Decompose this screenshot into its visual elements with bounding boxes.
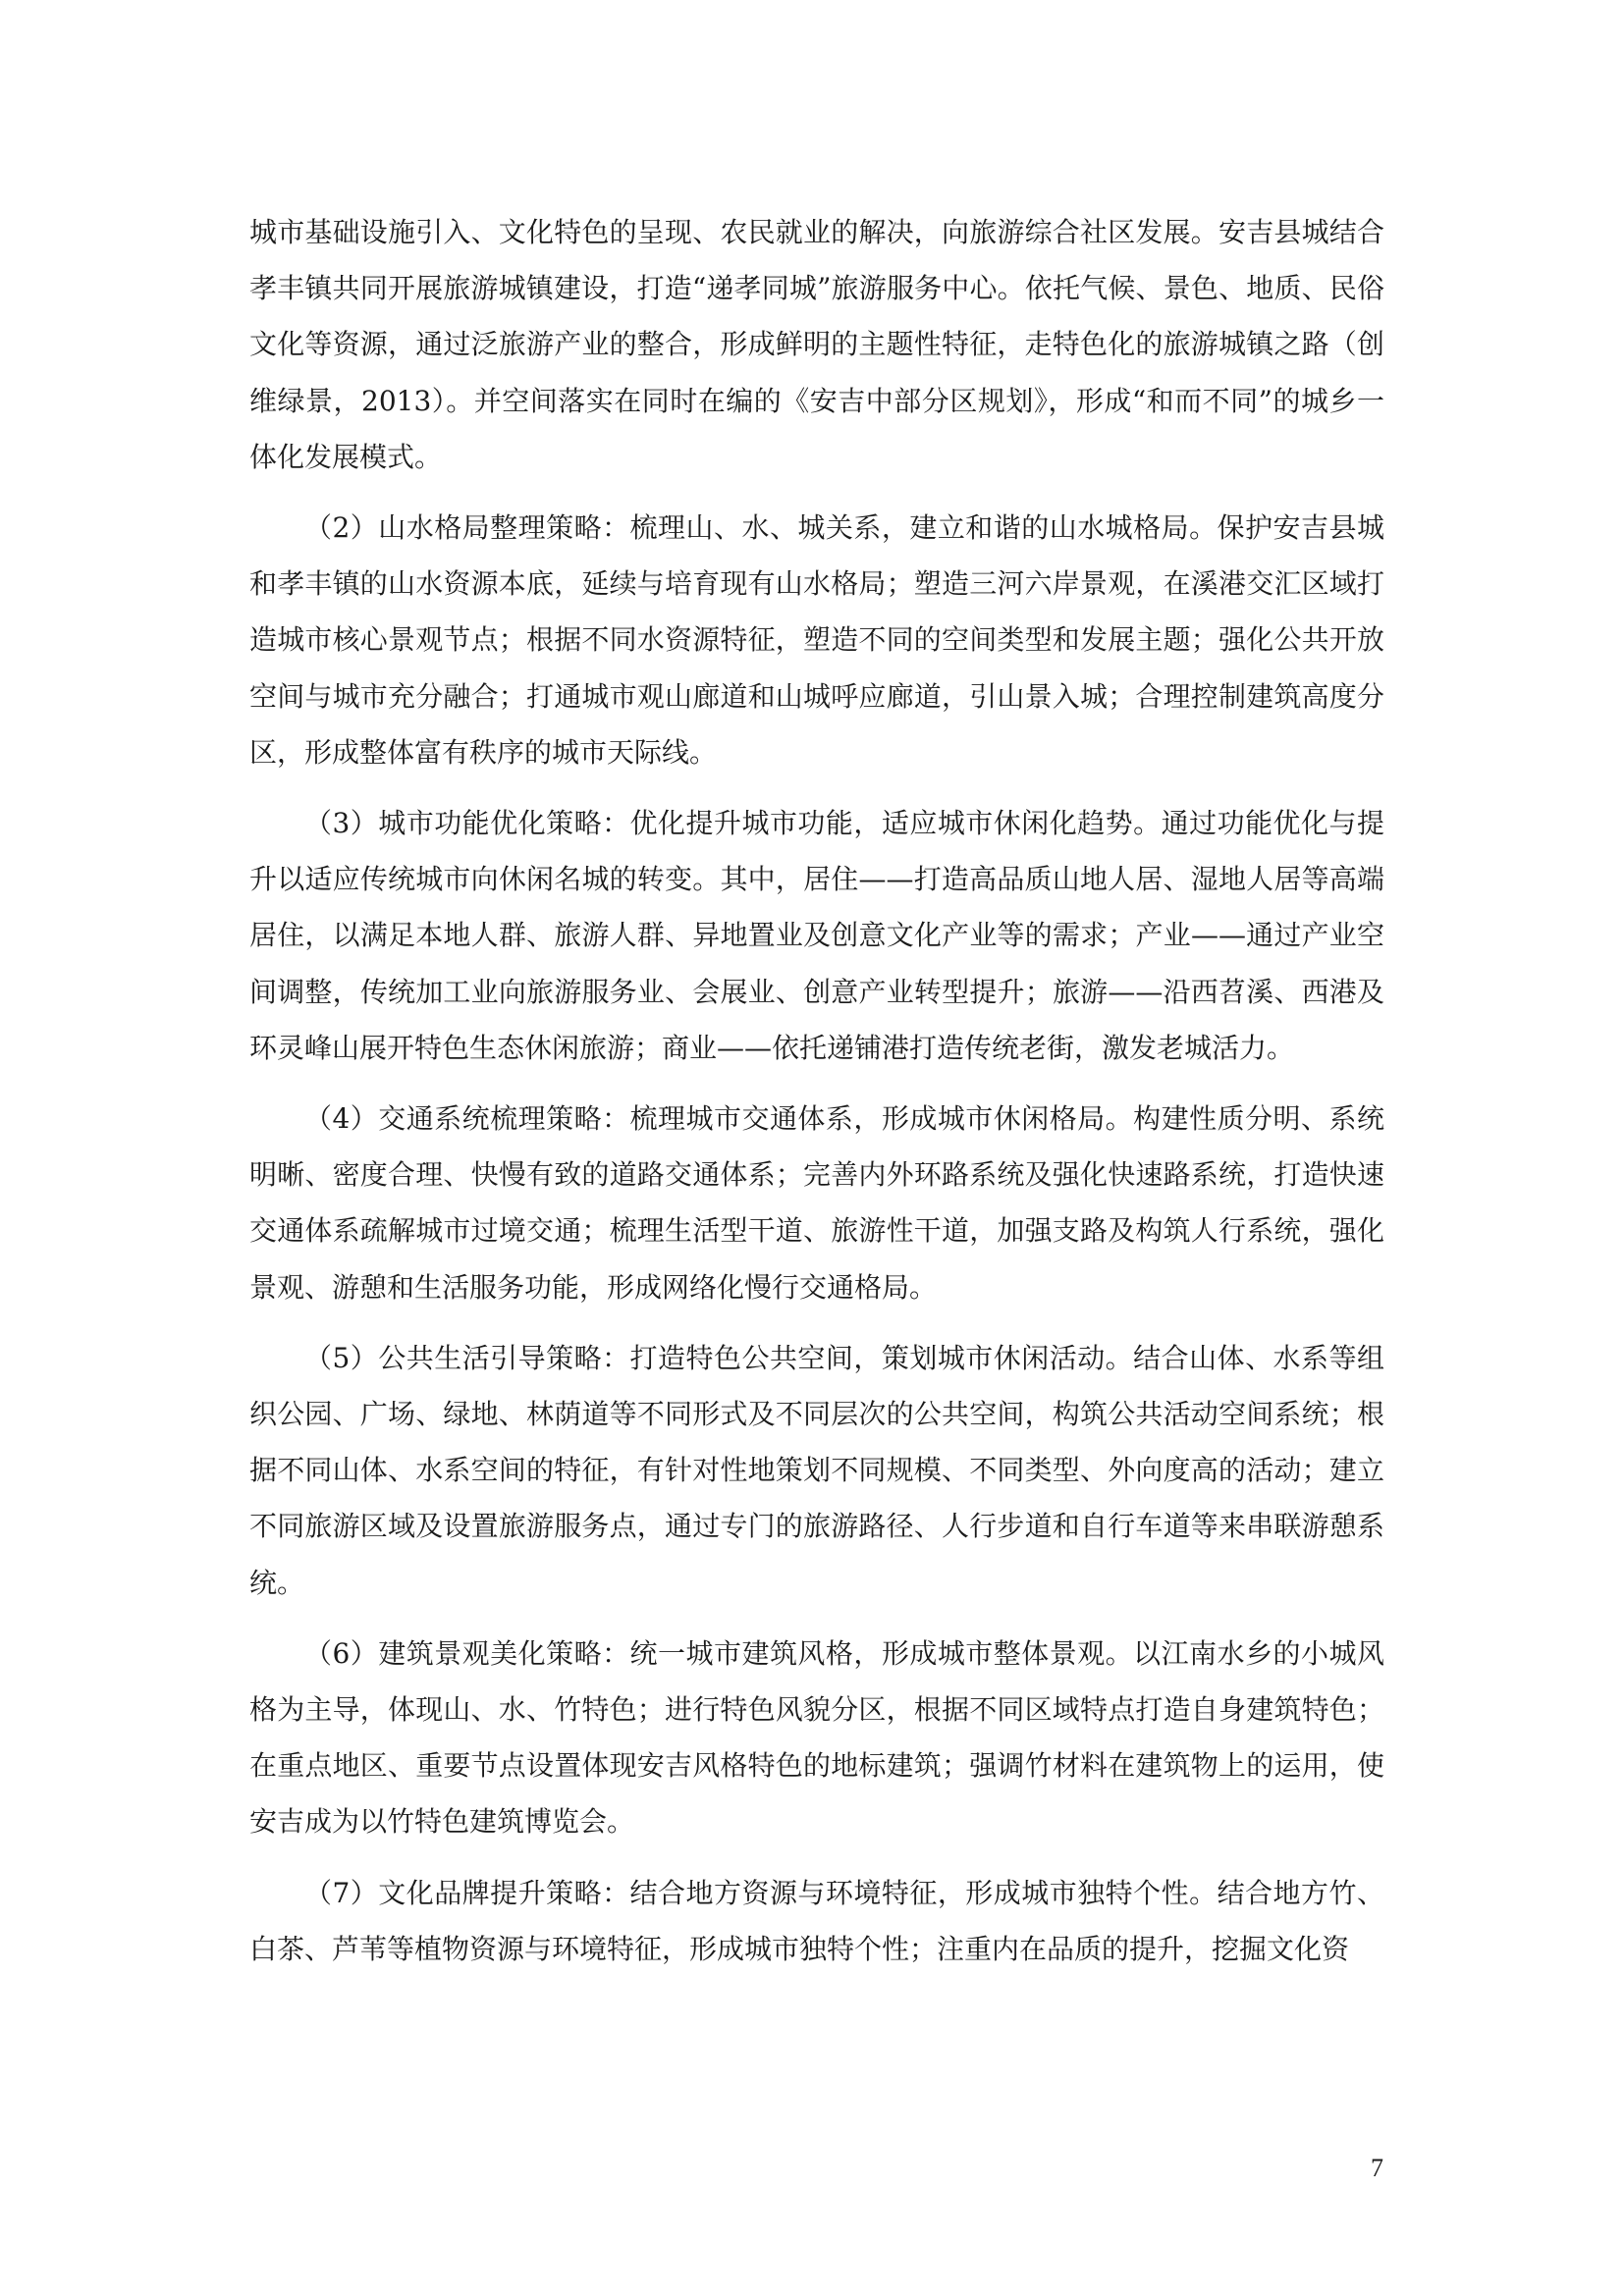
body-text bbox=[249, 204, 1384, 1977]
paragraph-7-culture-brand-strategy: （7）文化品牌提升策略：结合地方资源与环境特征，形成城市独特个性。结合地方竹、白茶、芦苇等植物资源与环境特征，形成城市独特个性；注重内在品质的提升，挖掘文化资 bbox=[249, 1876, 1384, 1965]
page-number: 7 bbox=[1371, 2154, 1383, 2182]
paragraph-4-traffic-strategy: （4）交通系统梳理策略：梳理城市交通体系，形成城市休闲格局。构建性质分明、系统明晰、密度合理、快慢有致的道路交通体系；完善内外环路系统及强化快速路系统，打造快速交通体系疏解城市过境交通；梳理生活型干道、旅游性干道，加强支路及构筑人行系统，强化景观、游憩和生活服务功能，形成网络化慢行交通格局。 bbox=[249, 1102, 1384, 1304]
paragraph-6-architecture-strategy: （6）建筑景观美化策略：统一城市建筑风格，形成城市整体景观。以江南水乡的小城风格为主导，体现山、水、竹特色；进行特色风貌分区，根据不同区域特点打造自身建筑特色；在重点地区、重要节点设置体现安吉风格特色的地标建筑；强调竹材料在建筑物上的运用，使安吉成为以竹特色建筑博览会。 bbox=[249, 1636, 1384, 1839]
paragraph-3-function-strategy: （3）城市功能优化策略：优化提升城市功能，适应城市休闲化趋势。通过功能优化与提升以适应传统城市向休闲名城的转变。其中，居住——打造高品质山地人居、湿地人居等高端居住，以满足本地人群、旅游人群、异地置业及创意文化产业等的需求；产业——通过产业空间调整，传统加工业向旅游服务业、会展业、创意产业转型提升；旅游——沿西苕溪、西港及环灵峰山展开特色生态休闲旅游；商业——依托递铺港打造传统老街，激发老城活力。 bbox=[249, 807, 1384, 1064]
paragraph-2-landscape-strategy: （2）山水格局整理策略：梳理山、水、城关系，建立和谐的山水城格局。保护安吉县城和孝丰镇的山水资源本底，延续与培育现有山水格局；塑造三河六岸景观，在溪港交汇区域打造城市核心景观节点；根据不同水资源特征，塑造不同的空间类型和发展主题；强化公共开放空间与城市充分融合；打通城市观山廊道和山城呼应廊道，引山景入城；合理控制建筑高度分区，形成整体富有秩序的城市天际线。 bbox=[249, 511, 1384, 769]
paragraph-5-public-life-strategy: （5）公共生活引导策略：打造特色公共空间，策划城市休闲活动。结合山体、水系等组织公园、广场、绿地、林荫道等不同形式及不同层次的公共空间，构筑公共活动空间系统；根据不同山体、水系空间的特征，有针对性地策划不同规模、不同类型、外向度高的活动；建立不同旅游区域及设置旅游服务点，通过专门的旅游路径、人行步道和自行车道等来串联游憩系统。 bbox=[249, 1341, 1384, 1599]
paragraph-1-continuation: 城市基础设施引入、文化特色的呈现、农民就业的解决，向旅游综合社区发展。安吉县城结合孝丰镇共同开展旅游城镇建设，打造“递孝同城”旅游服务中心。依托气候、景色、地质、民俗文化等资源，通过泛旅游产业的整合，形成鲜明的主题性特征，走特色化的旅游城镇之路（创维绿景，2013）。并空间落实在同时在编的《安吉中部分区规划》，形成“和而不同”的城乡一体化发展模式。 bbox=[249, 216, 1384, 473]
